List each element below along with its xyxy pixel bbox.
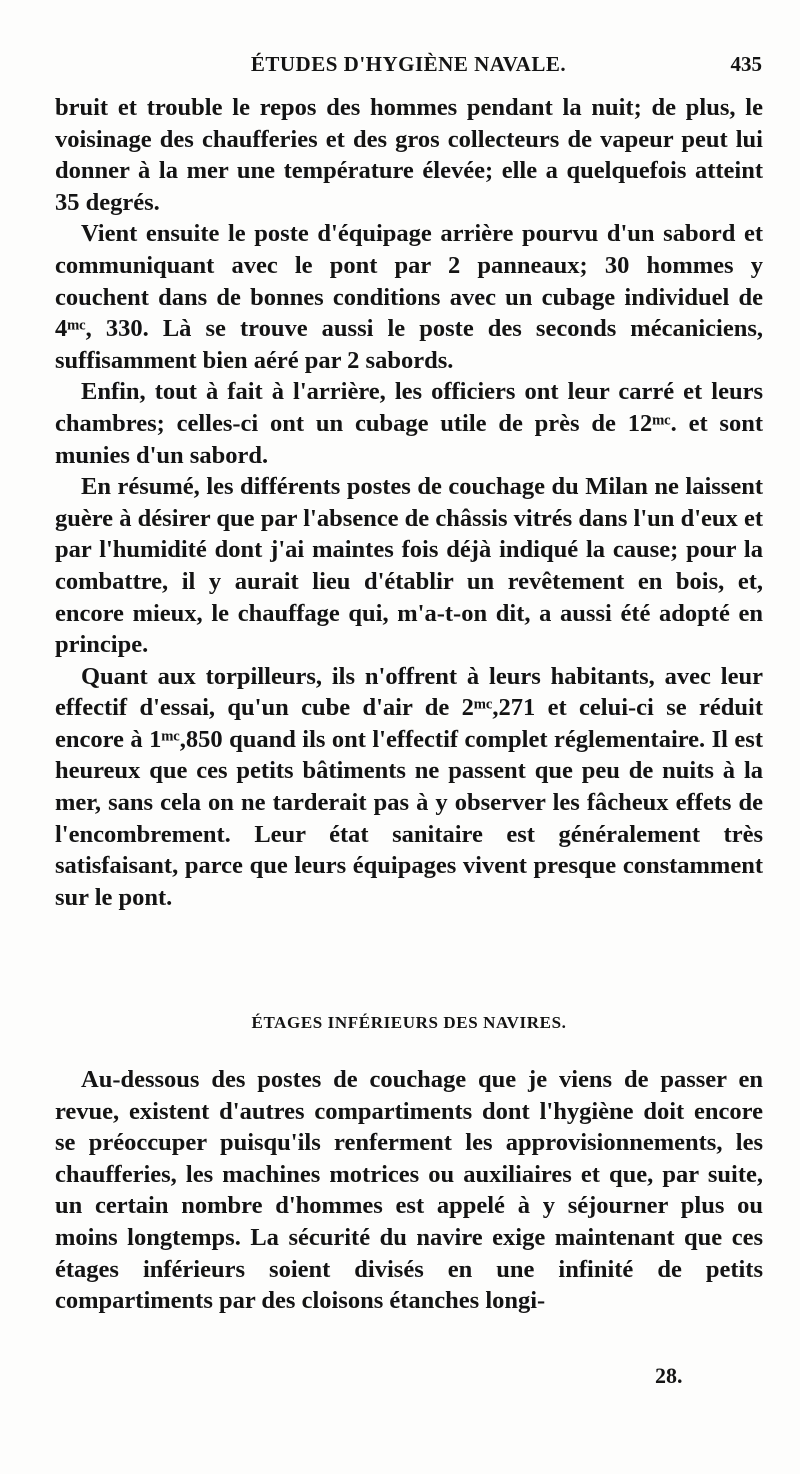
paragraph: Vient ensuite le poste d'équipage arrière pourvu d'un sabord et communiquant avec le pont par 2 panneaux; 30 hommes y couchent dans de bonnes conditions avec un cubage individuel de 4ᵐᶜ, 330. Là se trouve aussi le poste des seconds mécaniciens, suffisamment bien aéré par 2 sabords.	[55, 220, 763, 374]
paragraph: Enfin, tout à fait à l'arrière, les officiers ont leur carré et leurs chambres; celles-ci ont un cubage utile de près de 12ᵐᶜ. et sont munies d'un sabord.	[55, 378, 763, 469]
paragraph: Au-dessous des postes de couchage que je viens de passer en revue, existent d'autres compartiments dont l'hygiène doit encore se préoccuper puisqu'ils renferment les approvisionnements, les chaufferies, les machines motrices ou auxiliaires et que, par suite, un certain nombre d'hommes est appelé à y séjourner plus ou moins longtemps. La sécurité du navire exige maintenant que ces étages inférieurs soient divisés en une infinité de petits compartiments par des cloisons étanches longi-	[55, 1066, 763, 1315]
paragraph: En résumé, les différents postes de couchage du Milan ne laissent guère à désirer que par l'absence de châssis vitrés dans l'un d'eux et par l'humidité dont j'ai maintes fois déjà indiqué la cause; pour la combattre, il y aurait lieu d'établir un revêtement en bois, et, encore mieux, le chauffage qui, m'a-t-on dit, a aussi été adopté en principe.	[55, 473, 763, 659]
paragraph: bruit et trouble le repos des hommes pendant la nuit; de plus, le voisinage des chaufferies et des gros collecteurs de vapeur peut lui donner à la mer une température élevée; elle a quelquefois atteint 35 degrés.	[55, 94, 763, 216]
page-header	[55, 52, 762, 86]
signature-mark: 28.	[655, 1363, 683, 1388]
main-text	[55, 92, 763, 913]
section-heading: ÉTAGES INFÉRIEURS DES NAVIRES.	[251, 1013, 567, 1032]
page-number: 435	[730, 52, 762, 76]
running-title: ÉTUDES D'HYGIÈNE NAVALE.	[250, 52, 567, 76]
paragraph: Quant aux torpilleurs, ils n'offrent à leurs habitants, avec leur effectif d'essai, qu'un cube d'air de 2ᵐᶜ,271 et celui-ci se réduit encore à 1ᵐᶜ,850 quand ils ont l'effectif complet réglementaire. Il est heureux que ces petits bâtiments ne passent que peu de nuits à la mer, sans cela on ne tarderait pas à y observer les fâcheux effets de l'encombrement. Leur état sanitaire est généralement très satisfaisant, parce que leurs équipages vivent presque constamment sur le pont.	[55, 662, 763, 911]
section-text	[55, 1064, 763, 1317]
